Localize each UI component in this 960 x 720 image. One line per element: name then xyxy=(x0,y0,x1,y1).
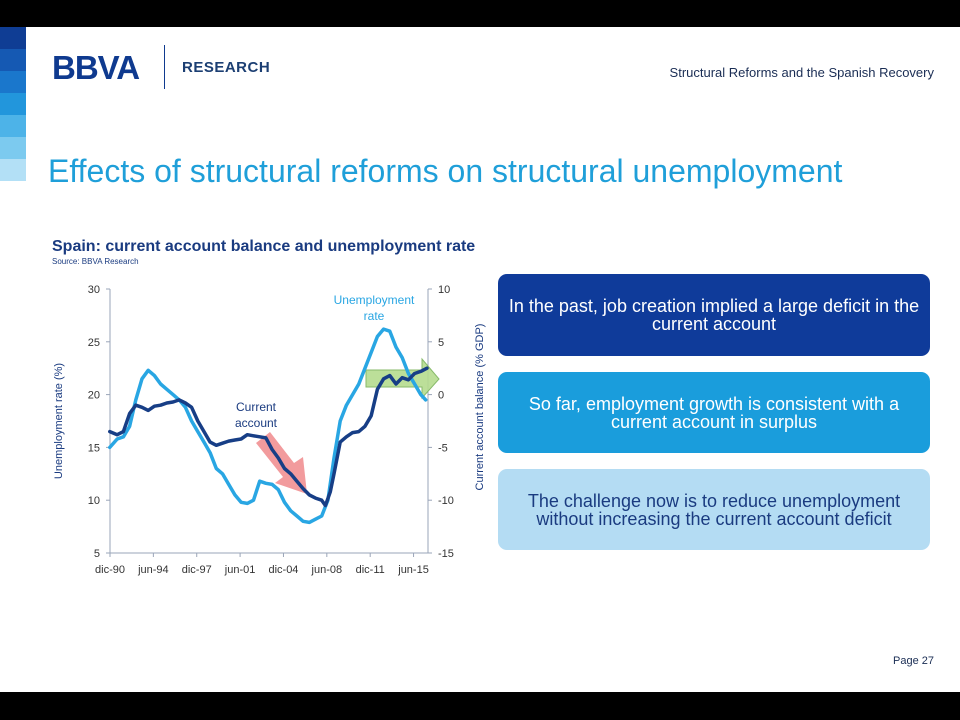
slide-title: Effects of structural reforms on structural unemployment xyxy=(48,153,843,189)
unemployment-annotation-line1: Unemployment xyxy=(333,293,415,307)
message-text-past: In the past, job creation implied a large deficit in the current account xyxy=(508,296,920,334)
y-right-tick-label: -15 xyxy=(438,548,454,560)
y-right-tick-label: 5 xyxy=(438,336,445,349)
bbva-logo: BBVA xyxy=(52,49,140,86)
x-tick-label: dic-04 xyxy=(268,564,299,576)
message-box-sofar xyxy=(498,372,930,453)
message-box-past xyxy=(498,274,930,356)
page-number: Page 27 xyxy=(893,655,934,667)
message-text-challenge: The challenge now is to reduce unemployment without increasing the current account deficit xyxy=(527,490,901,529)
x-tick-label: jun-94 xyxy=(138,564,169,576)
current-account-annotation-line2: account xyxy=(234,416,278,430)
chart-source: Source: BBVA Research xyxy=(52,257,139,266)
current-account-annotation-line1: Current xyxy=(235,400,277,414)
x-tick-label: jun-15 xyxy=(398,564,429,576)
unemployment-annotation-line2: rate xyxy=(363,309,385,323)
y-left-tick-label: 5 xyxy=(93,548,100,560)
y-left-axis-title: Unemployment rate (%) xyxy=(53,362,65,480)
slide xyxy=(0,27,960,692)
y-left-tick-label: 25 xyxy=(87,336,100,349)
x-tick-label: jun-01 xyxy=(224,564,256,576)
y-left-tick-label: 20 xyxy=(87,389,100,402)
research-label: RESEARCH xyxy=(182,59,271,76)
y-left-tick-label: 15 xyxy=(87,442,100,455)
y-right-axis-title: Current account balance (% GDP) xyxy=(474,323,486,491)
presentation-subtitle: Structural Reforms and the Spanish Recovery xyxy=(669,65,934,80)
x-tick-label: dic-11 xyxy=(355,564,385,576)
message-box-challenge xyxy=(498,469,930,550)
x-tick-label: dic-90 xyxy=(95,564,125,576)
x-tick-label: jun-08 xyxy=(311,564,343,576)
y-right-tick-label: 10 xyxy=(438,284,451,296)
x-tick-label: dic-97 xyxy=(181,564,212,576)
y-left-tick-label: 10 xyxy=(87,495,100,508)
message-text-sofar: So far, employment growth is consistent with a current account in surplus xyxy=(528,393,900,432)
chart-title: Spain: current account balance and unemployment rate xyxy=(52,238,476,255)
y-left-tick-label: 30 xyxy=(87,284,100,296)
y-right-tick-label: -5 xyxy=(438,442,448,455)
y-right-tick-label: 0 xyxy=(438,389,445,402)
y-right-tick-label: -10 xyxy=(438,495,454,508)
unemployment-current-account-chart xyxy=(0,27,960,692)
